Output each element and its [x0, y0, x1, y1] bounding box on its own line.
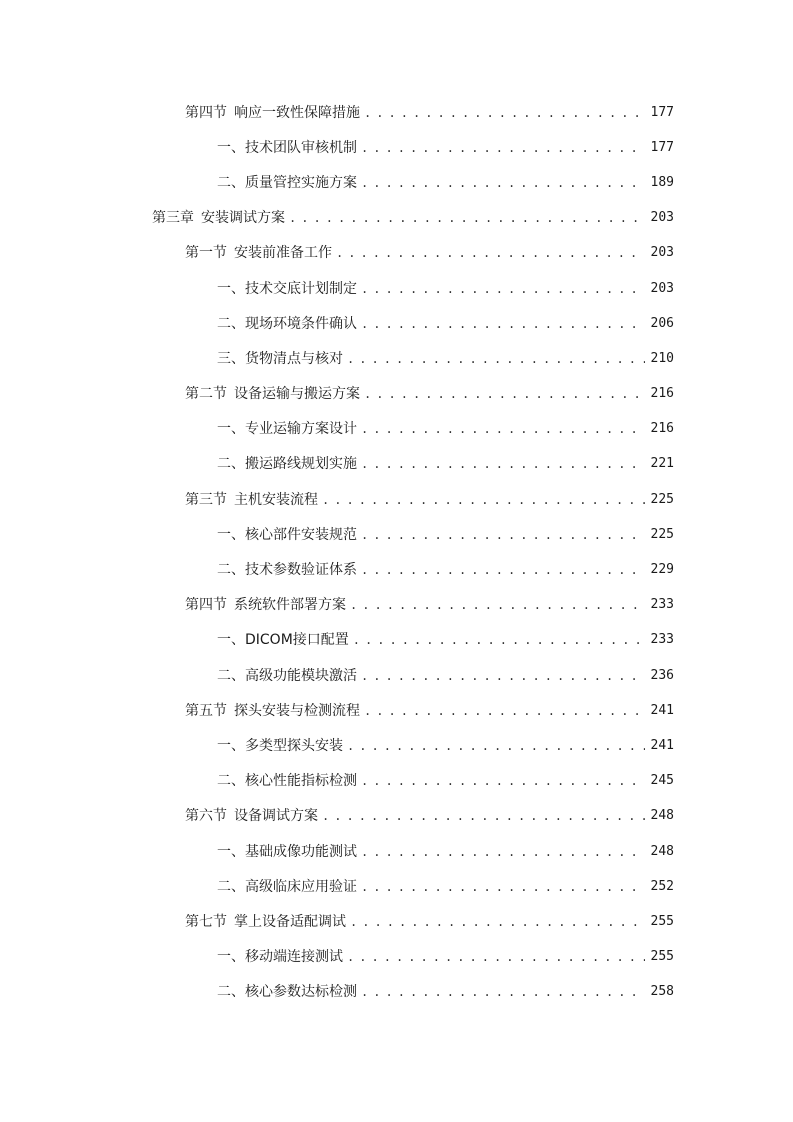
toc-entry[interactable] [0, 588, 793, 623]
toc-entry-title: 移动端连接测试 [245, 949, 343, 966]
toc-entry[interactable] [0, 869, 793, 904]
dot-leader [322, 807, 645, 825]
dot-leader [361, 455, 645, 473]
toc-entry-page-number: 216 [650, 386, 674, 402]
toc-entry-number: 第四节 [185, 104, 227, 121]
toc-entry-number: 第四节 [185, 597, 227, 614]
toc-entry-title: 主机安装流程 [234, 491, 318, 508]
toc-entry-title: 技术团队审核机制 [245, 139, 357, 156]
toc-entry-number: 二、 [217, 773, 245, 790]
toc-entry-page-number: 189 [650, 174, 674, 190]
toc-entry-title: 掌上设备适配调试 [234, 913, 346, 930]
dot-leader [361, 315, 645, 333]
dot-leader [364, 385, 645, 403]
toc-entry[interactable] [0, 658, 793, 693]
toc-entry[interactable] [0, 412, 793, 447]
toc-entry-title: 现场环境条件确认 [245, 315, 357, 332]
toc-entry-number: 二、 [217, 456, 245, 473]
dot-leader [347, 350, 645, 368]
toc-entry-title: 基础成像功能测试 [245, 843, 357, 860]
toc-entry[interactable] [0, 236, 793, 271]
table-of-contents [0, 95, 793, 1010]
toc-entry-page-number: 241 [650, 737, 674, 753]
toc-entry-title: 响应一致性保障措施 [234, 104, 360, 121]
toc-entry-number: 二、 [217, 878, 245, 895]
dot-leader [361, 772, 645, 790]
toc-entry[interactable] [0, 693, 793, 728]
toc-entry-page-number: 252 [650, 878, 674, 894]
toc-entry[interactable] [0, 799, 793, 834]
toc-entry-number: 第六节 [185, 808, 227, 825]
dot-leader [336, 244, 645, 262]
toc-entry-number: 第七节 [185, 913, 227, 930]
toc-entry[interactable] [0, 623, 793, 658]
toc-entry-page-number: 203 [650, 245, 674, 261]
toc-entry-page-number: 255 [650, 949, 674, 965]
toc-entry-page-number: 248 [650, 808, 674, 824]
toc-entry-number: 一、 [217, 421, 245, 438]
dot-leader [347, 948, 645, 966]
dot-leader [361, 983, 645, 1001]
toc-entry-page-number: 177 [650, 139, 674, 155]
dot-leader [361, 843, 645, 861]
toc-entry-number: 第三章 [152, 210, 194, 227]
dot-leader [364, 702, 645, 720]
toc-entry-title: 探头安装与检测流程 [234, 702, 360, 719]
toc-entry-page-number: 241 [650, 702, 674, 718]
toc-entry-title: 高级功能模块激活 [245, 667, 357, 684]
toc-entry-page-number: 229 [650, 562, 674, 578]
toc-entry-page-number: 258 [650, 984, 674, 1000]
toc-entry-title: 核心部件安装规范 [245, 526, 357, 543]
toc-entry[interactable] [0, 306, 793, 341]
toc-entry-number: 二、 [217, 667, 245, 684]
toc-entry[interactable] [0, 447, 793, 482]
dot-leader [361, 878, 645, 896]
toc-entry-number: 第一节 [185, 245, 227, 262]
dot-leader [353, 631, 645, 649]
toc-entry-page-number: 177 [650, 104, 674, 120]
toc-entry-page-number: 233 [650, 632, 674, 648]
toc-entry-number: 第五节 [185, 702, 227, 719]
toc-entry-page-number: 233 [650, 597, 674, 613]
toc-entry-title: 核心性能指标检测 [245, 773, 357, 790]
toc-entry[interactable] [0, 95, 793, 130]
toc-entry-title: 核心参数达标检测 [245, 984, 357, 1001]
toc-entry-number: 三、 [217, 350, 245, 367]
toc-entry[interactable] [0, 975, 793, 1010]
dot-leader [322, 491, 645, 509]
dot-leader [361, 561, 645, 579]
toc-entry-page-number: 216 [650, 421, 674, 437]
toc-entry-title: 货物清点与核对 [245, 350, 343, 367]
dot-leader [347, 737, 645, 755]
toc-entry-page-number: 225 [650, 491, 674, 507]
toc-entry[interactable] [0, 165, 793, 200]
toc-entry[interactable] [0, 517, 793, 552]
toc-entry-title: 设备调试方案 [234, 808, 318, 825]
toc-entry-page-number: 236 [650, 667, 674, 683]
dot-leader [361, 174, 645, 192]
toc-entry-title: DICOM接口配置 [245, 632, 349, 649]
toc-entry-title: 设备运输与搬运方案 [234, 386, 360, 403]
toc-entry-title: 技术交底计划制定 [245, 280, 357, 297]
toc-entry-number: 一、 [217, 632, 245, 649]
toc-entry-number: 二、 [217, 174, 245, 191]
dot-leader [361, 526, 645, 544]
toc-entry-title: 多类型探头安装 [245, 737, 343, 754]
toc-entry-page-number: 210 [650, 350, 674, 366]
toc-entry[interactable] [0, 728, 793, 763]
toc-entry[interactable] [0, 904, 793, 939]
toc-entry[interactable] [0, 482, 793, 517]
toc-entry-title: 系统软件部署方案 [234, 597, 346, 614]
toc-entry[interactable] [0, 130, 793, 165]
toc-entry[interactable] [0, 201, 793, 236]
toc-entry-title: 搬运路线规划实施 [245, 456, 357, 473]
toc-entry-page-number: 203 [650, 210, 674, 226]
toc-entry-number: 一、 [217, 949, 245, 966]
toc-entry-number: 二、 [217, 562, 245, 579]
toc-entry-number: 一、 [217, 526, 245, 543]
toc-entry-number: 第二节 [185, 386, 227, 403]
dot-leader [361, 667, 645, 685]
toc-entry[interactable] [0, 271, 793, 306]
toc-entry[interactable] [0, 377, 793, 412]
dot-leader [364, 104, 645, 122]
toc-entry-page-number: 255 [650, 913, 674, 929]
toc-entry-title: 技术参数验证体系 [245, 562, 357, 579]
toc-entry-page-number: 248 [650, 843, 674, 859]
toc-entry-number: 二、 [217, 315, 245, 332]
toc-entry-number: 一、 [217, 139, 245, 156]
dot-leader [350, 596, 645, 614]
toc-entry[interactable] [0, 764, 793, 799]
toc-entry-number: 一、 [217, 843, 245, 860]
toc-entry-number: 第三节 [185, 491, 227, 508]
toc-entry-title: 安装调试方案 [201, 210, 285, 227]
toc-entry-number: 一、 [217, 280, 245, 297]
dot-leader [361, 280, 645, 298]
toc-entry-title: 专业运输方案设计 [245, 421, 357, 438]
dot-leader [361, 139, 645, 157]
toc-entry-page-number: 203 [650, 280, 674, 296]
toc-entry-number: 二、 [217, 984, 245, 1001]
toc-entry[interactable] [0, 341, 793, 376]
toc-entry-page-number: 206 [650, 315, 674, 331]
toc-entry[interactable] [0, 940, 793, 975]
toc-entry[interactable] [0, 834, 793, 869]
dot-leader [350, 913, 645, 931]
dot-leader [289, 209, 645, 227]
dot-leader [361, 420, 645, 438]
toc-entry[interactable] [0, 552, 793, 587]
toc-entry-page-number: 245 [650, 773, 674, 789]
toc-entry-number: 一、 [217, 737, 245, 754]
toc-entry-page-number: 225 [650, 526, 674, 542]
toc-entry-title: 安装前准备工作 [234, 245, 332, 262]
toc-entry-page-number: 221 [650, 456, 674, 472]
toc-entry-title: 质量管控实施方案 [245, 174, 357, 191]
toc-entry-title: 高级临床应用验证 [245, 878, 357, 895]
